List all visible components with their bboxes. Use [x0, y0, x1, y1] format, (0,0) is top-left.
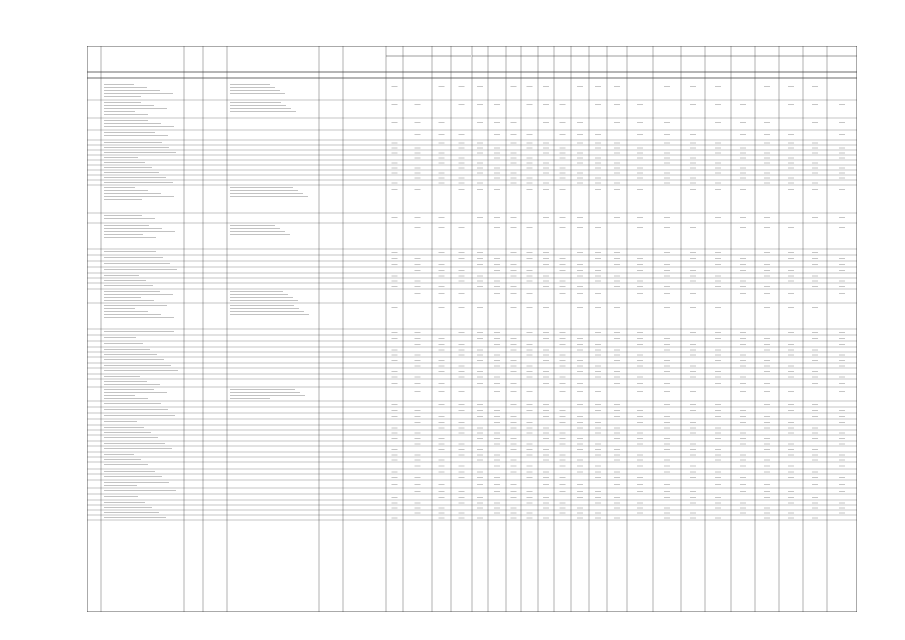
regional-program-table: [87, 46, 857, 612]
cell-ink: [104, 85, 845, 519]
document-sheet: [87, 46, 857, 612]
